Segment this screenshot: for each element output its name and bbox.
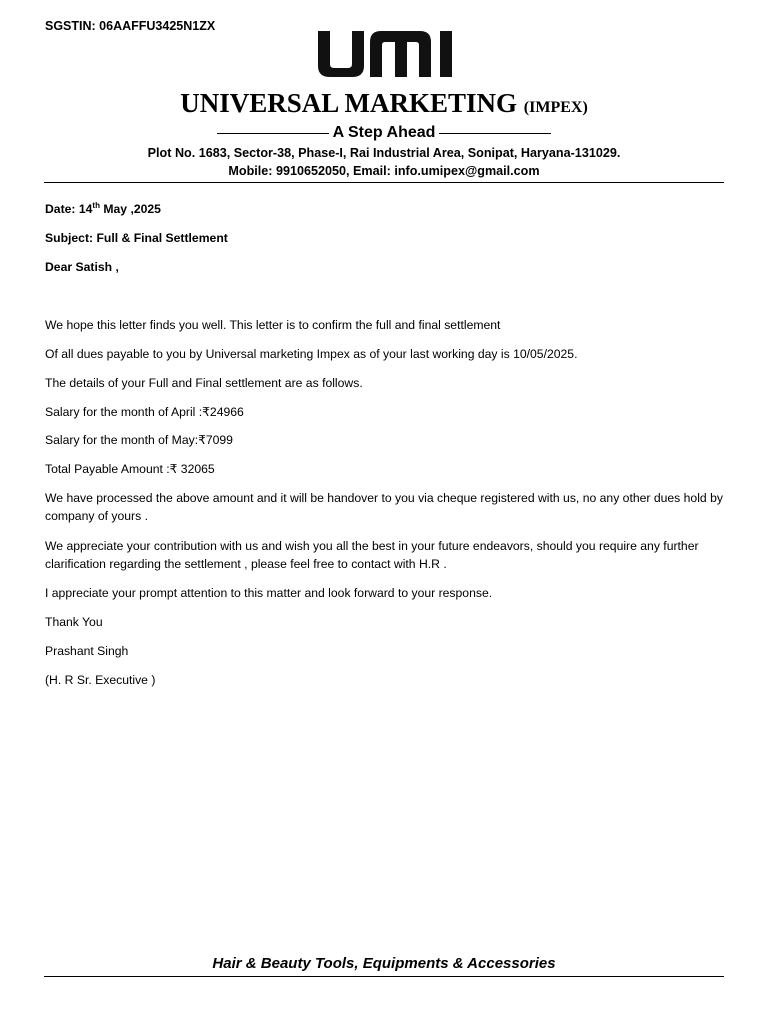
company-address: Plot No. 1683, Sector-38, Phase-I, Rai Industrial Area, Sonipat, Haryana-131029. [147,146,621,160]
date-prefix: Date: 14 [45,202,93,216]
body-paragraph-5: We appreciate your contribution with us and wish you all the best in your future endeavors, should you require any further clarification regarding the settlement , please feel free to contact with H.R . [45,539,699,571]
letter-date [45,202,161,216]
body-paragraph-4: We have processed the above amount and it will be handover to you via cheque registered with us, no any other dues hold by company of yours . [45,491,723,523]
tagline-row [0,122,768,144]
header-divider [44,182,724,183]
tagline: A Step Ahead [332,124,436,141]
body-paragraph-6: I appreciate your prompt attention to this matter and look forward to your response. [45,586,493,600]
body-paragraph-3: The details of your Full and Final settlement are as follows. [45,376,363,390]
tagline-rule-left [217,133,329,134]
company-contact: Mobile: 9910652050, Email: info.umipex@gmail.com [228,164,540,178]
body-paragraph-1: We hope this letter finds you well. This letter is to confirm the full and final settlement [45,318,501,332]
signatory-name: Prashant Singh [45,644,129,658]
total-payable: Total Payable Amount :₹ 32065 [45,462,215,476]
signatory-designation: (H. R Sr. Executive ) [45,673,156,687]
footer-tagline: Hair & Beauty Tools, Equipments & Accessories [212,955,556,972]
closing: Thank You [45,615,103,629]
footer-divider [44,976,724,977]
company-name-main: UNIVERSAL MARKETING [180,88,518,118]
umi-logo [314,28,456,80]
tagline-rule-right [439,133,551,134]
date-suffix: May ,2025 [99,202,161,216]
salary-april: Salary for the month of April :₹24966 [45,405,244,419]
body-paragraph-2: Of all dues payable to you by Universal marketing Impex as of your last working day is 10/05/2025. [45,347,578,361]
letter-subject: Subject: Full & Final Settlement [45,231,228,245]
date-ordinal: th [92,200,100,210]
company-name [0,86,768,125]
company-name-suffix: (IMPEX) [523,99,588,116]
salary-may: Salary for the month of May:₹7099 [45,433,233,447]
gstin-number: SGSTIN: 06AAFFU3425N1ZX [45,19,216,33]
letter-salutation: Dear Satish , [45,260,119,274]
